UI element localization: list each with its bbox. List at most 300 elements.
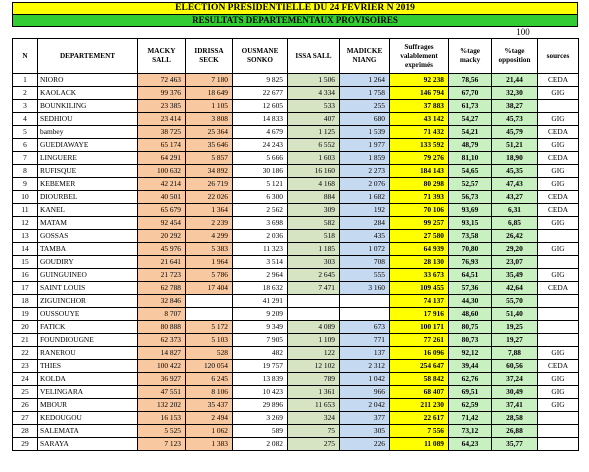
cell-suffrages[interactable]: 27 580 [390,230,449,243]
cell-macky-sall[interactable]: 36 927 [138,373,186,386]
cell-issa-sall[interactable]: 582 [288,217,340,230]
cell-issa-sall[interactable] [288,295,340,308]
cell-departement[interactable]: FATICK [38,321,138,334]
cell-n[interactable]: 4 [13,113,38,126]
cell-idrissa-seck[interactable] [186,308,233,321]
cell-pct-macky[interactable]: 64,23 [449,438,492,451]
cell-suffrages[interactable]: 74 137 [390,295,449,308]
cell-n[interactable]: 16 [13,269,38,282]
cell-macky-sall[interactable]: 5 525 [138,425,186,438]
cell-madicke-niang[interactable]: 1 072 [340,243,390,256]
cell-suffrages[interactable]: 68 407 [390,386,449,399]
cell-departement[interactable]: SARAYA [38,438,138,451]
cell-suffrages[interactable]: 79 276 [390,152,449,165]
cell-source[interactable]: GIG [538,269,579,282]
cell-issa-sall[interactable]: 1 185 [288,243,340,256]
cell-pct-opposition[interactable]: 45,79 [492,126,538,139]
cell-pct-macky[interactable]: 67,70 [449,87,492,100]
cell-issa-sall[interactable]: 1 125 [288,126,340,139]
cell-ousmane-sonko[interactable]: 3 698 [233,217,288,230]
cell-macky-sall[interactable]: 92 454 [138,217,186,230]
cell-n[interactable]: 10 [13,191,38,204]
cell-ousmane-sonko[interactable]: 9 349 [233,321,288,334]
cell-issa-sall[interactable] [288,308,340,321]
cell-madicke-niang[interactable]: 284 [340,217,390,230]
cell-departement[interactable]: MBOUR [38,399,138,412]
cell-macky-sall[interactable]: 100 632 [138,165,186,178]
cell-issa-sall[interactable]: 2 645 [288,269,340,282]
cell-macky-sall[interactable]: 23 385 [138,100,186,113]
cell-macky-sall[interactable]: 62 373 [138,334,186,347]
header-pct-macky[interactable]: %tage macky [449,39,492,74]
cell-pct-opposition[interactable]: 45,35 [492,165,538,178]
cell-pct-opposition[interactable]: 28,58 [492,412,538,425]
cell-madicke-niang[interactable]: 305 [340,425,390,438]
cell-idrissa-seck[interactable]: 5 172 [186,321,233,334]
cell-idrissa-seck[interactable]: 1 964 [186,256,233,269]
cell-macky-sall[interactable]: 62 788 [138,282,186,295]
cell-suffrages[interactable]: 16 096 [390,347,449,360]
cell-ousmane-sonko[interactable]: 9 825 [233,74,288,87]
cell-issa-sall[interactable]: 4 168 [288,178,340,191]
cell-suffrages[interactable]: 17 916 [390,308,449,321]
cell-issa-sall[interactable]: 16 160 [288,165,340,178]
cell-departement[interactable]: TAMBA [38,243,138,256]
cell-macky-sall[interactable]: 40 501 [138,191,186,204]
cell-n[interactable]: 15 [13,256,38,269]
cell-idrissa-seck[interactable]: 7 180 [186,74,233,87]
cell-macky-sall[interactable]: 23 414 [138,113,186,126]
cell-ousmane-sonko[interactable]: 2 562 [233,204,288,217]
cell-source[interactable] [538,295,579,308]
cell-source[interactable] [538,321,579,334]
cell-macky-sall[interactable]: 80 888 [138,321,186,334]
cell-source[interactable]: GIG [538,386,579,399]
cell-ousmane-sonko[interactable]: 6 300 [233,191,288,204]
cell-source[interactable]: GIG [538,373,579,386]
cell-ousmane-sonko[interactable]: 2 082 [233,438,288,451]
cell-departement[interactable]: OUSSOUYE [38,308,138,321]
cell-madicke-niang[interactable]: 966 [340,386,390,399]
cell-pct-macky[interactable]: 48,60 [449,308,492,321]
header-macky-sall[interactable]: MACKY SALL [138,39,186,74]
cell-departement[interactable]: ZIGUINCHOR [38,295,138,308]
cell-madicke-niang[interactable]: 377 [340,412,390,425]
cell-macky-sall[interactable]: 7 123 [138,438,186,451]
header-sources[interactable]: sources [538,39,579,74]
cell-idrissa-seck[interactable]: 34 892 [186,165,233,178]
cell-departement[interactable]: THIES [38,360,138,373]
cell-source[interactable] [538,425,579,438]
cell-idrissa-seck[interactable]: 2 494 [186,412,233,425]
cell-n[interactable]: 1 [13,74,38,87]
cell-idrissa-seck[interactable]: 5 383 [186,243,233,256]
cell-issa-sall[interactable]: 324 [288,412,340,425]
cell-madicke-niang[interactable]: 192 [340,204,390,217]
cell-source[interactable]: GIG [538,217,579,230]
cell-ousmane-sonko[interactable]: 10 423 [233,386,288,399]
cell-ousmane-sonko[interactable]: 41 291 [233,295,288,308]
cell-source[interactable]: GIG [538,139,579,152]
cell-pct-macky[interactable]: 54,65 [449,165,492,178]
cell-source[interactable] [538,412,579,425]
cell-ousmane-sonko[interactable]: 19 757 [233,360,288,373]
cell-macky-sall[interactable]: 32 846 [138,295,186,308]
header-suffrages[interactable]: Suffrages valablement exprimés [390,39,449,74]
cell-pct-macky[interactable]: 62,59 [449,399,492,412]
cell-ousmane-sonko[interactable]: 5 121 [233,178,288,191]
cell-madicke-niang[interactable]: 1 264 [340,74,390,87]
cell-issa-sall[interactable]: 789 [288,373,340,386]
cell-issa-sall[interactable]: 1 361 [288,386,340,399]
cell-ousmane-sonko[interactable]: 589 [233,425,288,438]
cell-macky-sall[interactable]: 8 707 [138,308,186,321]
cell-issa-sall[interactable]: 4 089 [288,321,340,334]
cell-macky-sall[interactable]: 100 422 [138,360,186,373]
cell-pct-opposition[interactable]: 18,90 [492,152,538,165]
cell-source[interactable]: GIG [538,165,579,178]
cell-source[interactable] [538,334,579,347]
cell-macky-sall[interactable]: 64 291 [138,152,186,165]
cell-departement[interactable]: GUINGUINEO [38,269,138,282]
cell-pct-macky[interactable]: 54,21 [449,126,492,139]
cell-pct-opposition[interactable]: 30,49 [492,386,538,399]
cell-idrissa-seck[interactable]: 5 857 [186,152,233,165]
cell-departement[interactable]: KEDOUGOU [38,412,138,425]
cell-macky-sall[interactable]: 14 827 [138,347,186,360]
cell-ousmane-sonko[interactable]: 3 269 [233,412,288,425]
cell-ousmane-sonko[interactable]: 7 905 [233,334,288,347]
cell-suffrages[interactable]: 254 647 [390,360,449,373]
cell-suffrages[interactable]: 109 455 [390,282,449,295]
cell-idrissa-seck[interactable]: 6 245 [186,373,233,386]
cell-n[interactable]: 9 [13,178,38,191]
cell-pct-opposition[interactable]: 37,24 [492,373,538,386]
cell-n[interactable]: 7 [13,152,38,165]
cell-departement[interactable]: RUFISQUE [38,165,138,178]
cell-source[interactable]: CEDA [538,360,579,373]
cell-pct-opposition[interactable]: 47,43 [492,178,538,191]
cell-departement[interactable]: BOUNKILING [38,100,138,113]
cell-pct-macky[interactable]: 80,75 [449,321,492,334]
cell-suffrages[interactable]: 28 130 [390,256,449,269]
cell-pct-macky[interactable]: 39,44 [449,360,492,373]
cell-idrissa-seck[interactable]: 1 105 [186,100,233,113]
cell-pct-macky[interactable]: 93,15 [449,217,492,230]
cell-departement[interactable]: GUEDIAWAYE [38,139,138,152]
cell-n[interactable]: 27 [13,412,38,425]
cell-pct-macky[interactable]: 69,51 [449,386,492,399]
cell-macky-sall[interactable]: 21 723 [138,269,186,282]
cell-pct-opposition[interactable]: 29,20 [492,243,538,256]
cell-macky-sall[interactable]: 38 725 [138,126,186,139]
cell-suffrages[interactable]: 99 257 [390,217,449,230]
cell-pct-macky[interactable]: 52,57 [449,178,492,191]
cell-n[interactable]: 24 [13,373,38,386]
cell-ousmane-sonko[interactable]: 2 964 [233,269,288,282]
cell-pct-macky[interactable]: 81,10 [449,152,492,165]
cell-madicke-niang[interactable]: 435 [340,230,390,243]
cell-ousmane-sonko[interactable]: 3 514 [233,256,288,269]
cell-pct-opposition[interactable]: 42,64 [492,282,538,295]
cell-issa-sall[interactable]: 1 506 [288,74,340,87]
cell-ousmane-sonko[interactable]: 5 666 [233,152,288,165]
cell-n[interactable]: 23 [13,360,38,373]
cell-ousmane-sonko[interactable]: 30 186 [233,165,288,178]
cell-source[interactable]: GIG [538,87,579,100]
cell-pct-opposition[interactable]: 19,27 [492,334,538,347]
cell-source[interactable] [538,230,579,243]
cell-suffrages[interactable]: 7 556 [390,425,449,438]
cell-issa-sall[interactable]: 12 102 [288,360,340,373]
cell-idrissa-seck[interactable]: 17 404 [186,282,233,295]
cell-source[interactable]: CEDA [538,204,579,217]
header-ousmane-sonko[interactable]: OUSMANE SONKO [233,39,288,74]
cell-suffrages[interactable]: 22 617 [390,412,449,425]
cell-source[interactable]: GIG [538,399,579,412]
cell-ousmane-sonko[interactable]: 12 605 [233,100,288,113]
cell-macky-sall[interactable]: 47 551 [138,386,186,399]
cell-pct-opposition[interactable]: 45,73 [492,113,538,126]
cell-departement[interactable]: SEDHIOU [38,113,138,126]
cell-source[interactable]: GIG [538,178,579,191]
cell-ousmane-sonko[interactable]: 9 209 [233,308,288,321]
cell-suffrages[interactable]: 37 883 [390,100,449,113]
cell-issa-sall[interactable]: 275 [288,438,340,451]
cell-idrissa-seck[interactable]: 26 719 [186,178,233,191]
cell-macky-sall[interactable]: 20 292 [138,230,186,243]
cell-issa-sall[interactable]: 6 552 [288,139,340,152]
cell-madicke-niang[interactable]: 2 273 [340,165,390,178]
cell-pct-macky[interactable]: 56,73 [449,191,492,204]
cell-idrissa-seck[interactable]: 5 786 [186,269,233,282]
cell-pct-opposition[interactable]: 6,31 [492,204,538,217]
cell-madicke-niang[interactable]: 1 682 [340,191,390,204]
cell-pct-macky[interactable]: 62,76 [449,373,492,386]
cell-suffrages[interactable]: 184 143 [390,165,449,178]
cell-departement[interactable]: MATAM [38,217,138,230]
header-issa-sall[interactable]: ISSA SALL [288,39,340,74]
cell-n[interactable]: 2 [13,87,38,100]
cell-madicke-niang[interactable]: 1 758 [340,87,390,100]
cell-pct-opposition[interactable]: 43,27 [492,191,538,204]
cell-idrissa-seck[interactable]: 35 646 [186,139,233,152]
cell-issa-sall[interactable]: 533 [288,100,340,113]
cell-pct-macky[interactable]: 73,58 [449,230,492,243]
cell-source[interactable]: CEDA [538,282,579,295]
cell-madicke-niang[interactable]: 680 [340,113,390,126]
cell-issa-sall[interactable]: 1 603 [288,152,340,165]
cell-pct-macky[interactable]: 80,73 [449,334,492,347]
cell-pct-opposition[interactable]: 23,07 [492,256,538,269]
cell-pct-macky[interactable]: 71,42 [449,412,492,425]
cell-pct-macky[interactable]: 48,79 [449,139,492,152]
cell-source[interactable]: GIG [538,113,579,126]
header-madicke-niang[interactable]: MADICKE NIANG [340,39,390,74]
cell-n[interactable]: 14 [13,243,38,256]
cell-pct-opposition[interactable]: 32,30 [492,87,538,100]
cell-ousmane-sonko[interactable]: 22 677 [233,87,288,100]
cell-macky-sall[interactable]: 16 153 [138,412,186,425]
cell-madicke-niang[interactable]: 255 [340,100,390,113]
cell-pct-opposition[interactable]: 55,70 [492,295,538,308]
cell-madicke-niang[interactable]: 2 076 [340,178,390,191]
cell-macky-sall[interactable]: 45 976 [138,243,186,256]
cell-source[interactable] [538,100,579,113]
cell-madicke-niang[interactable]: 708 [340,256,390,269]
cell-pct-macky[interactable]: 44,30 [449,295,492,308]
cell-departement[interactable]: DIOURBEL [38,191,138,204]
cell-suffrages[interactable]: 211 230 [390,399,449,412]
cell-pct-opposition[interactable]: 35,49 [492,269,538,282]
cell-issa-sall[interactable]: 303 [288,256,340,269]
cell-departement[interactable]: GOSSAS [38,230,138,243]
cell-departement[interactable]: RANEROU [38,347,138,360]
cell-suffrages[interactable]: 58 842 [390,373,449,386]
cell-pct-opposition[interactable]: 51,21 [492,139,538,152]
cell-issa-sall[interactable]: 75 [288,425,340,438]
cell-source[interactable]: CEDA [538,74,579,87]
cell-idrissa-seck[interactable]: 8 106 [186,386,233,399]
cell-n[interactable]: 21 [13,334,38,347]
cell-idrissa-seck[interactable]: 120 054 [186,360,233,373]
cell-departement[interactable]: NIORO [38,74,138,87]
cell-madicke-niang[interactable]: 1 042 [340,373,390,386]
cell-pct-opposition[interactable]: 26,88 [492,425,538,438]
cell-pct-macky[interactable]: 57,36 [449,282,492,295]
cell-idrissa-seck[interactable] [186,295,233,308]
cell-pct-opposition[interactable]: 26,42 [492,230,538,243]
cell-pct-macky[interactable]: 78,56 [449,74,492,87]
cell-idrissa-seck[interactable]: 18 649 [186,87,233,100]
cell-n[interactable]: 25 [13,386,38,399]
cell-madicke-niang[interactable]: 1 539 [340,126,390,139]
cell-departement[interactable]: bambey [38,126,138,139]
cell-macky-sall[interactable]: 65 679 [138,204,186,217]
cell-pct-macky[interactable]: 92,12 [449,347,492,360]
cell-pct-opposition[interactable]: 6,85 [492,217,538,230]
cell-macky-sall[interactable]: 72 463 [138,74,186,87]
cell-source[interactable] [538,256,579,269]
cell-suffrages[interactable]: 71 393 [390,191,449,204]
cell-source[interactable]: CEDA [538,191,579,204]
cell-n[interactable]: 29 [13,438,38,451]
cell-madicke-niang[interactable]: 673 [340,321,390,334]
cell-suffrages[interactable]: 11 089 [390,438,449,451]
cell-n[interactable]: 17 [13,282,38,295]
cell-suffrages[interactable]: 64 939 [390,243,449,256]
cell-departement[interactable]: LINGUERE [38,152,138,165]
cell-pct-opposition[interactable]: 19,25 [492,321,538,334]
cell-ousmane-sonko[interactable]: 482 [233,347,288,360]
cell-suffrages[interactable]: 70 106 [390,204,449,217]
cell-source[interactable]: CEDA [538,152,579,165]
cell-macky-sall[interactable]: 132 202 [138,399,186,412]
cell-departement[interactable]: KEBEMER [38,178,138,191]
header-departement[interactable]: DEPARTEMENT [38,39,138,74]
cell-ousmane-sonko[interactable]: 11 323 [233,243,288,256]
cell-n[interactable]: 26 [13,399,38,412]
cell-departement[interactable]: KANEL [38,204,138,217]
cell-ousmane-sonko[interactable]: 2 036 [233,230,288,243]
cell-ousmane-sonko[interactable]: 13 839 [233,373,288,386]
cell-macky-sall[interactable]: 65 174 [138,139,186,152]
cell-suffrages[interactable]: 43 142 [390,113,449,126]
cell-idrissa-seck[interactable]: 1 383 [186,438,233,451]
cell-n[interactable]: 6 [13,139,38,152]
cell-pct-opposition[interactable]: 7,88 [492,347,538,360]
cell-idrissa-seck[interactable]: 1 062 [186,425,233,438]
cell-source[interactable] [538,438,579,451]
cell-idrissa-seck[interactable]: 4 299 [186,230,233,243]
cell-source[interactable]: GIG [538,243,579,256]
cell-suffrages[interactable]: 133 592 [390,139,449,152]
cell-idrissa-seck[interactable]: 528 [186,347,233,360]
header-pct-opposition[interactable]: %tage opposition [492,39,538,74]
cell-madicke-niang[interactable] [340,308,390,321]
cell-issa-sall[interactable]: 518 [288,230,340,243]
cell-madicke-niang[interactable] [340,295,390,308]
cell-suffrages[interactable]: 71 432 [390,126,449,139]
cell-ousmane-sonko[interactable]: 24 243 [233,139,288,152]
cell-idrissa-seck[interactable]: 5 103 [186,334,233,347]
cell-macky-sall[interactable]: 21 641 [138,256,186,269]
cell-n[interactable]: 28 [13,425,38,438]
cell-n[interactable]: 3 [13,100,38,113]
cell-pct-macky[interactable]: 64,51 [449,269,492,282]
cell-source[interactable]: GIG [538,347,579,360]
cell-madicke-niang[interactable]: 555 [340,269,390,282]
cell-macky-sall[interactable]: 42 214 [138,178,186,191]
header-n[interactable]: N [13,39,38,74]
cell-pct-opposition[interactable]: 51,40 [492,308,538,321]
cell-pct-opposition[interactable]: 21,44 [492,74,538,87]
cell-madicke-niang[interactable]: 3 160 [340,282,390,295]
cell-n[interactable]: 13 [13,230,38,243]
cell-idrissa-seck[interactable]: 3 808 [186,113,233,126]
cell-departement[interactable]: FOUNDIOUGNE [38,334,138,347]
cell-source[interactable]: CEDA [538,126,579,139]
cell-madicke-niang[interactable]: 1 977 [340,139,390,152]
header-idrissa-seck[interactable]: IDRISSA SECK [186,39,233,74]
cell-departement[interactable]: KOLDA [38,373,138,386]
cell-departement[interactable]: SAINT LOUIS [38,282,138,295]
cell-ousmane-sonko[interactable]: 29 896 [233,399,288,412]
cell-pct-opposition[interactable]: 60,56 [492,360,538,373]
cell-pct-macky[interactable]: 61,73 [449,100,492,113]
cell-madicke-niang[interactable]: 771 [340,334,390,347]
cell-madicke-niang[interactable]: 1 859 [340,152,390,165]
cell-madicke-niang[interactable]: 2 312 [340,360,390,373]
cell-issa-sall[interactable]: 309 [288,204,340,217]
cell-madicke-niang[interactable]: 226 [340,438,390,451]
cell-suffrages[interactable]: 80 298 [390,178,449,191]
cell-idrissa-seck[interactable]: 35 437 [186,399,233,412]
cell-suffrages[interactable]: 100 171 [390,321,449,334]
cell-n[interactable]: 12 [13,217,38,230]
cell-pct-macky[interactable]: 76,93 [449,256,492,269]
cell-issa-sall[interactable]: 1 109 [288,334,340,347]
cell-pct-macky[interactable]: 93,69 [449,204,492,217]
cell-issa-sall[interactable]: 4 334 [288,87,340,100]
cell-suffrages[interactable]: 77 261 [390,334,449,347]
cell-n[interactable]: 19 [13,308,38,321]
cell-madicke-niang[interactable]: 2 042 [340,399,390,412]
cell-macky-sall[interactable]: 99 376 [138,87,186,100]
cell-issa-sall[interactable]: 407 [288,113,340,126]
cell-source[interactable] [538,308,579,321]
cell-suffrages[interactable]: 33 673 [390,269,449,282]
